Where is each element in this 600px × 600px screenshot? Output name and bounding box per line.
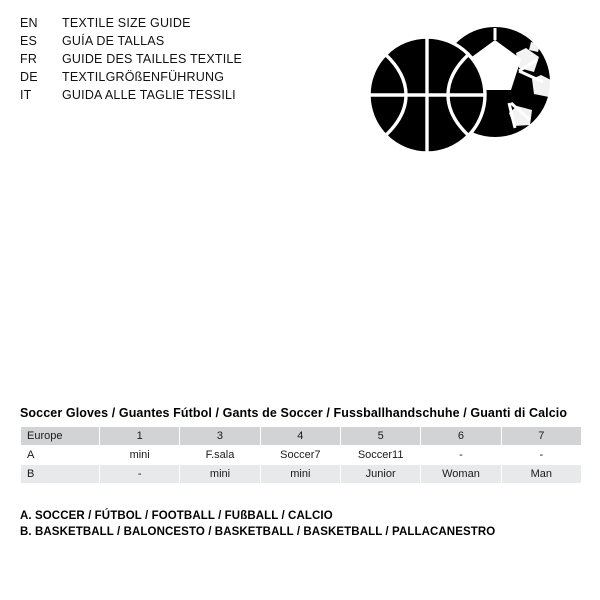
footnotes: [20, 508, 580, 540]
size-table: [20, 426, 582, 484]
cell-b-4: mini: [260, 465, 340, 484]
legend-label-en: TEXTILE SIZE GUIDE: [62, 16, 191, 30]
cell-a-5: Soccer11: [340, 446, 420, 465]
cell-a-3: F.sala: [180, 446, 260, 465]
legend-label-it: GUIDA ALLE TAGLIE TESSILI: [62, 88, 236, 102]
cell-b-7: Man: [501, 465, 581, 484]
cell-a-6: -: [421, 446, 501, 465]
basketball-icon: [369, 37, 485, 153]
legend-row-es: [20, 32, 340, 50]
cell-a-1: mini: [100, 446, 180, 465]
legend-row-de: [20, 68, 340, 86]
footnote-b: B. BASKETBALL / BALONCESTO / BASKETBALL / BASKETBALL / PALLACANESTRO: [20, 526, 496, 538]
cell-a-4: Soccer7: [260, 446, 340, 465]
table-header-cell-4: 4: [260, 427, 340, 446]
cell-b-6: Woman: [421, 465, 501, 484]
table-header-cell-6: 6: [421, 427, 501, 446]
cell-b-1: -: [100, 465, 180, 484]
size-table-block: [20, 406, 582, 484]
table-header-cell-3: 3: [180, 427, 260, 446]
cell-b-5: Junior: [340, 465, 420, 484]
legend-label-es: GUÍA DE TALLAS: [62, 34, 165, 48]
table-row: [21, 446, 582, 465]
legend-code-de: DE: [20, 70, 38, 84]
legend-label-de: TEXTILGRÖßENFÜHRUNG: [62, 70, 225, 84]
row-label-b: B: [21, 465, 100, 484]
footnote-a: A. SOCCER / FÚTBOL / FOOTBALL / FUßBALL / CALCIO: [20, 510, 333, 522]
table-header-cell-5: 5: [340, 427, 420, 446]
legend-row-it: [20, 86, 340, 104]
table-header-row: [21, 427, 582, 446]
legend-code-it: IT: [20, 88, 32, 102]
legend-code-fr: FR: [20, 52, 38, 66]
table-header-cell-europe: Europe: [21, 427, 100, 446]
table-header-cell-1: 1: [100, 427, 180, 446]
cell-a-7: -: [501, 446, 581, 465]
legend-row-en: [20, 14, 340, 32]
cell-b-3: mini: [180, 465, 260, 484]
table-row: [21, 465, 582, 484]
table-header-cell-7: 7: [501, 427, 581, 446]
legend-code-en: EN: [20, 16, 38, 30]
size-table-title: Soccer Gloves / Guantes Fútbol / Gants de Soccer / Fussballhandschuhe / Guanti di Calcio: [20, 406, 568, 420]
legend-row-fr: [20, 50, 340, 68]
row-label-a: A: [21, 446, 100, 465]
legend-label-fr: GUIDE DES TAILLES TEXTILE: [62, 52, 243, 66]
language-legend: [20, 14, 340, 104]
ball-illustration: [355, 20, 565, 180]
legend-code-es: ES: [20, 34, 38, 48]
